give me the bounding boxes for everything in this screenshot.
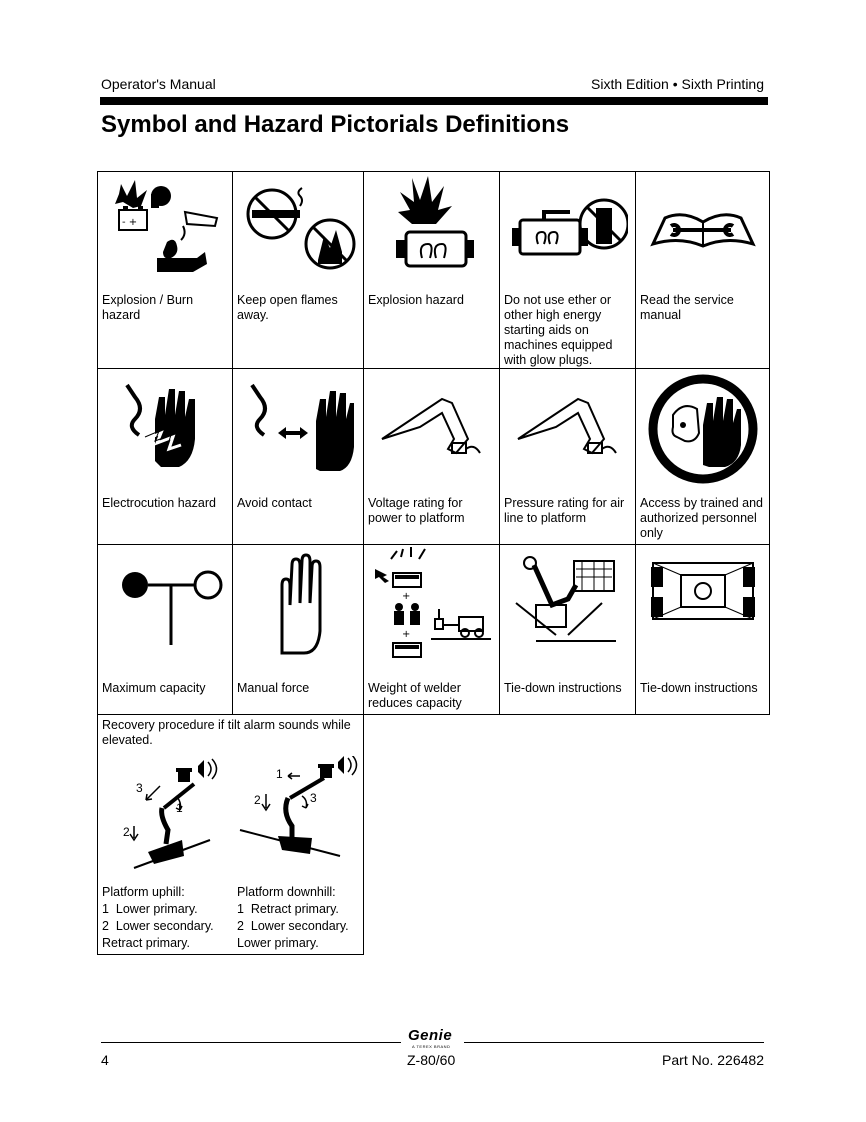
pictorial-caption: Manual force: [237, 681, 310, 695]
pictorial-cell-maximum-capacity: [97, 544, 233, 715]
pictorial-cell-avoid-contact: [232, 368, 364, 545]
svg-text:+: +: [401, 591, 410, 602]
pictorial-cell-explosion-hazard: [363, 171, 500, 369]
footer-rule-right: [464, 1042, 764, 1043]
tie-down-top-icon: [641, 545, 765, 655]
uphill-label-1: 1: [176, 801, 183, 815]
part-number: Part No. 226482: [662, 1052, 764, 1068]
uphill-step: 2 Lower secondary.: [102, 919, 214, 933]
header-left: Operator's Manual: [101, 76, 216, 92]
downhill-step: Lower primary.: [237, 936, 319, 950]
avoid-contact-icon: [238, 369, 358, 479]
pictorial-caption: Tie-down instructions: [504, 681, 622, 695]
pictorial-caption: Read the service manual: [640, 293, 734, 322]
no-flames-icon: [238, 172, 358, 282]
downhill-label-2: 2: [254, 793, 261, 807]
recovery-procedure: [97, 714, 364, 955]
downhill-heading: Platform downhill:: [237, 885, 336, 899]
pictorial-caption: Do not use ether or other high energy starting aids on machines equipped with glow plugs.: [504, 293, 613, 367]
uphill-label-3: 3: [136, 781, 143, 795]
pictorial-caption: Avoid contact: [237, 496, 312, 510]
pictorial-cell-tie-down-side: [499, 544, 636, 715]
pictorial-caption: Maximum capacity: [102, 681, 206, 695]
downhill-step: 2 Lower secondary.: [237, 919, 349, 933]
pictorial-cell-tie-down-top: [635, 544, 770, 715]
pictorial-cell-welder-weight: [363, 544, 500, 715]
page-title: Symbol and Hazard Pictorials Definitions: [101, 111, 570, 138]
platform-uphill-icon: [118, 756, 230, 874]
uphill-step: 1 Lower primary.: [102, 902, 198, 916]
no-ether-icon: [508, 172, 628, 282]
pictorial-cell-explosion-burn: [97, 171, 233, 369]
svg-text:- +: - +: [122, 217, 138, 228]
pictorial-caption: Access by trained and authorized personnel only: [640, 496, 763, 540]
header-right: Sixth Edition • Sixth Printing: [591, 76, 764, 92]
pictorial-cell-manual-force: [232, 544, 364, 715]
pressure-rating-icon: [508, 369, 628, 479]
pictorial-cell-service-manual: [635, 171, 770, 369]
pictorial-caption: Electrocution hazard: [102, 496, 216, 510]
pictorial-cell-no-flames: [232, 171, 364, 369]
pictorial-cell-trained-personnel: [635, 368, 770, 545]
electrocution-icon: [105, 369, 225, 479]
pictorial-caption: Explosion hazard: [368, 293, 464, 307]
pictorial-caption: Weight of welder reduces capacity: [368, 681, 462, 710]
pictorial-cell-pressure-rating: [499, 368, 636, 545]
uphill-steps: [102, 884, 214, 952]
tie-down-side-icon: [506, 545, 630, 655]
footer-rule-left: [101, 1042, 401, 1043]
pictorial-caption: Explosion / Burn hazard: [102, 293, 194, 322]
pictorial-cell-no-ether: [499, 171, 636, 369]
welder-weight-icon: [367, 545, 497, 669]
downhill-label-1: 1: [276, 767, 283, 781]
voltage-rating-icon: [372, 369, 492, 479]
platform-downhill-icon: [236, 756, 361, 860]
pictorial-caption: Pressure rating for air line to platform: [504, 496, 625, 525]
trained-personnel-icon: [643, 369, 763, 489]
genie-logo-tagline: A TEREX BRAND: [412, 1044, 451, 1049]
uphill-step: Retract primary.: [102, 936, 190, 950]
recovery-title: Recovery procedure if tilt alarm sounds while elevated.: [102, 718, 351, 747]
maximum-capacity-icon: [105, 545, 225, 655]
pictorial-caption: Tie-down instructions: [640, 681, 758, 695]
service-manual-icon: [643, 172, 763, 282]
downhill-steps: [237, 884, 349, 952]
pictorial-caption: Voltage rating for power to platform: [368, 496, 465, 525]
manual-force-icon: [238, 545, 358, 655]
explosion-burn-icon: [105, 172, 225, 282]
pictorial-cell-electrocution: [97, 368, 233, 545]
page-number: 4: [101, 1052, 109, 1068]
uphill-label-2: 2: [123, 825, 130, 839]
pictorial-caption: Keep open flames away.: [237, 293, 338, 322]
pictorial-cell-voltage-rating: [363, 368, 500, 545]
explosion-hazard-icon: [372, 172, 492, 282]
downhill-label-3: 3: [310, 791, 317, 805]
downhill-step: 1 Retract primary.: [237, 902, 339, 916]
genie-logo: Genie: [408, 1027, 453, 1044]
header-rule: [100, 97, 768, 105]
model-number: Z-80/60: [407, 1052, 456, 1068]
svg-text:+: +: [401, 629, 410, 640]
uphill-heading: Platform uphill:: [102, 885, 185, 899]
